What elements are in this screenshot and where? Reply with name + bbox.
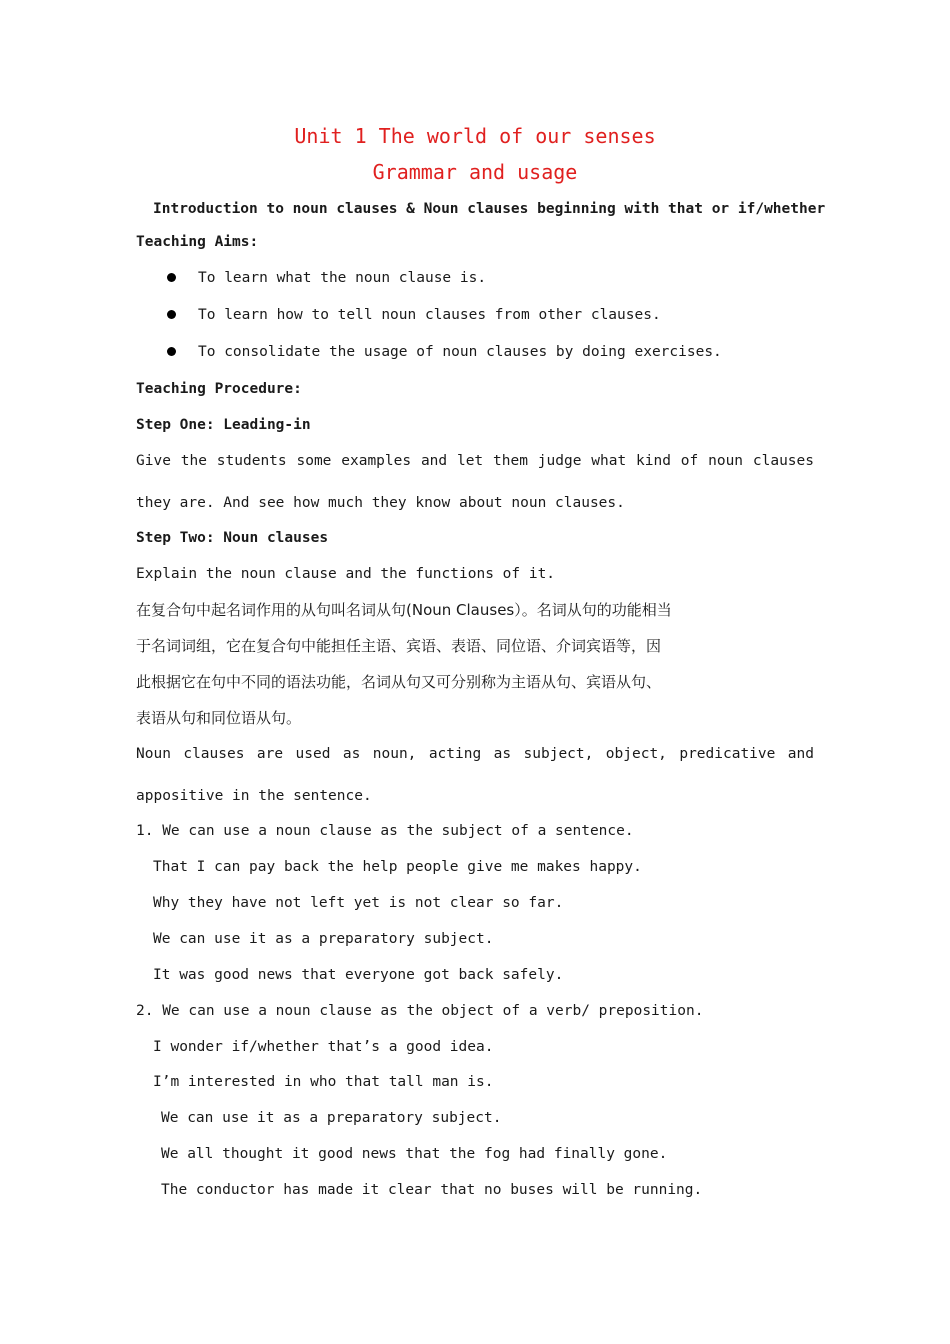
aim-item: To learn what the noun clause is. (198, 270, 487, 286)
bullet-icon (167, 347, 176, 356)
example-sentence: We can use it as a preparatory subject. (161, 1110, 502, 1126)
example-sentence: That I can pay back the help people give me makes happy. (153, 859, 642, 875)
step-two-heading: Step Two: Noun clauses (136, 530, 329, 546)
chinese-paragraph-line: 此根据它在句中不同的语法功能，名词从句又可分别称为主语从句、宾语从句、 (136, 673, 662, 691)
chinese-paragraph-line: 于名词词组，它在复合句中能担任主语、宾语、表语、同位语、介词宾语等，因 (136, 637, 662, 655)
step-one-heading: Step One: Leading-in (136, 417, 311, 433)
step-one-line: they are. And see how much they know about noun clauses. (136, 495, 625, 511)
example-sentence: Why they have not left yet is not clear so far. (153, 895, 564, 911)
aim-item: To consolidate the usage of noun clauses by doing exercises. (198, 344, 722, 360)
english-paragraph-line: Noun clauses are used as noun, acting as subject, object, predicative and (136, 746, 814, 762)
example-sentence: I’m interested in who that tall man is. (153, 1074, 494, 1090)
english-paragraph-line: appositive in the sentence. (136, 788, 372, 804)
example-sentence: We all thought it good news that the fog had finally gone. (161, 1146, 668, 1162)
example-sentence: I wonder if/whether that’s a good idea. (153, 1039, 494, 1055)
chinese-paragraph-line: 在复合句中起名词作用的从句叫名词从句(Noun Clauses）。名词从句的功能相当 (136, 601, 672, 619)
step-two-explain: Explain the noun clause and the functions of it. (136, 566, 556, 582)
point-two-label: 2. We can use a noun clause as the object of a verb/ preposition. (136, 1003, 704, 1019)
point-one-label: 1. We can use a noun clause as the subject of a sentence. (136, 823, 634, 839)
procedure-heading: Teaching Procedure: (136, 381, 302, 397)
bullet-icon (167, 273, 176, 282)
intro-line: Introduction to noun clauses & Noun clauses beginning with that or if/whether (153, 201, 826, 217)
chinese-paragraph-line: 表语从句和同位语从句。 (136, 709, 302, 727)
document-title: Unit 1 The world of our senses (294, 124, 656, 148)
example-sentence: It was good news that everyone got back safely. (153, 967, 564, 983)
step-one-line: Give the students some examples and let them judge what kind of noun clauses (136, 453, 814, 469)
bullet-icon (167, 310, 176, 319)
document-subtitle: Grammar and usage (372, 160, 578, 184)
aims-heading: Teaching Aims: (136, 234, 259, 250)
example-sentence: We can use it as a preparatory subject. (153, 931, 494, 947)
aim-item: To learn how to tell noun clauses from other clauses. (198, 307, 661, 323)
example-sentence: The conductor has made it clear that no buses will be running. (161, 1182, 703, 1198)
